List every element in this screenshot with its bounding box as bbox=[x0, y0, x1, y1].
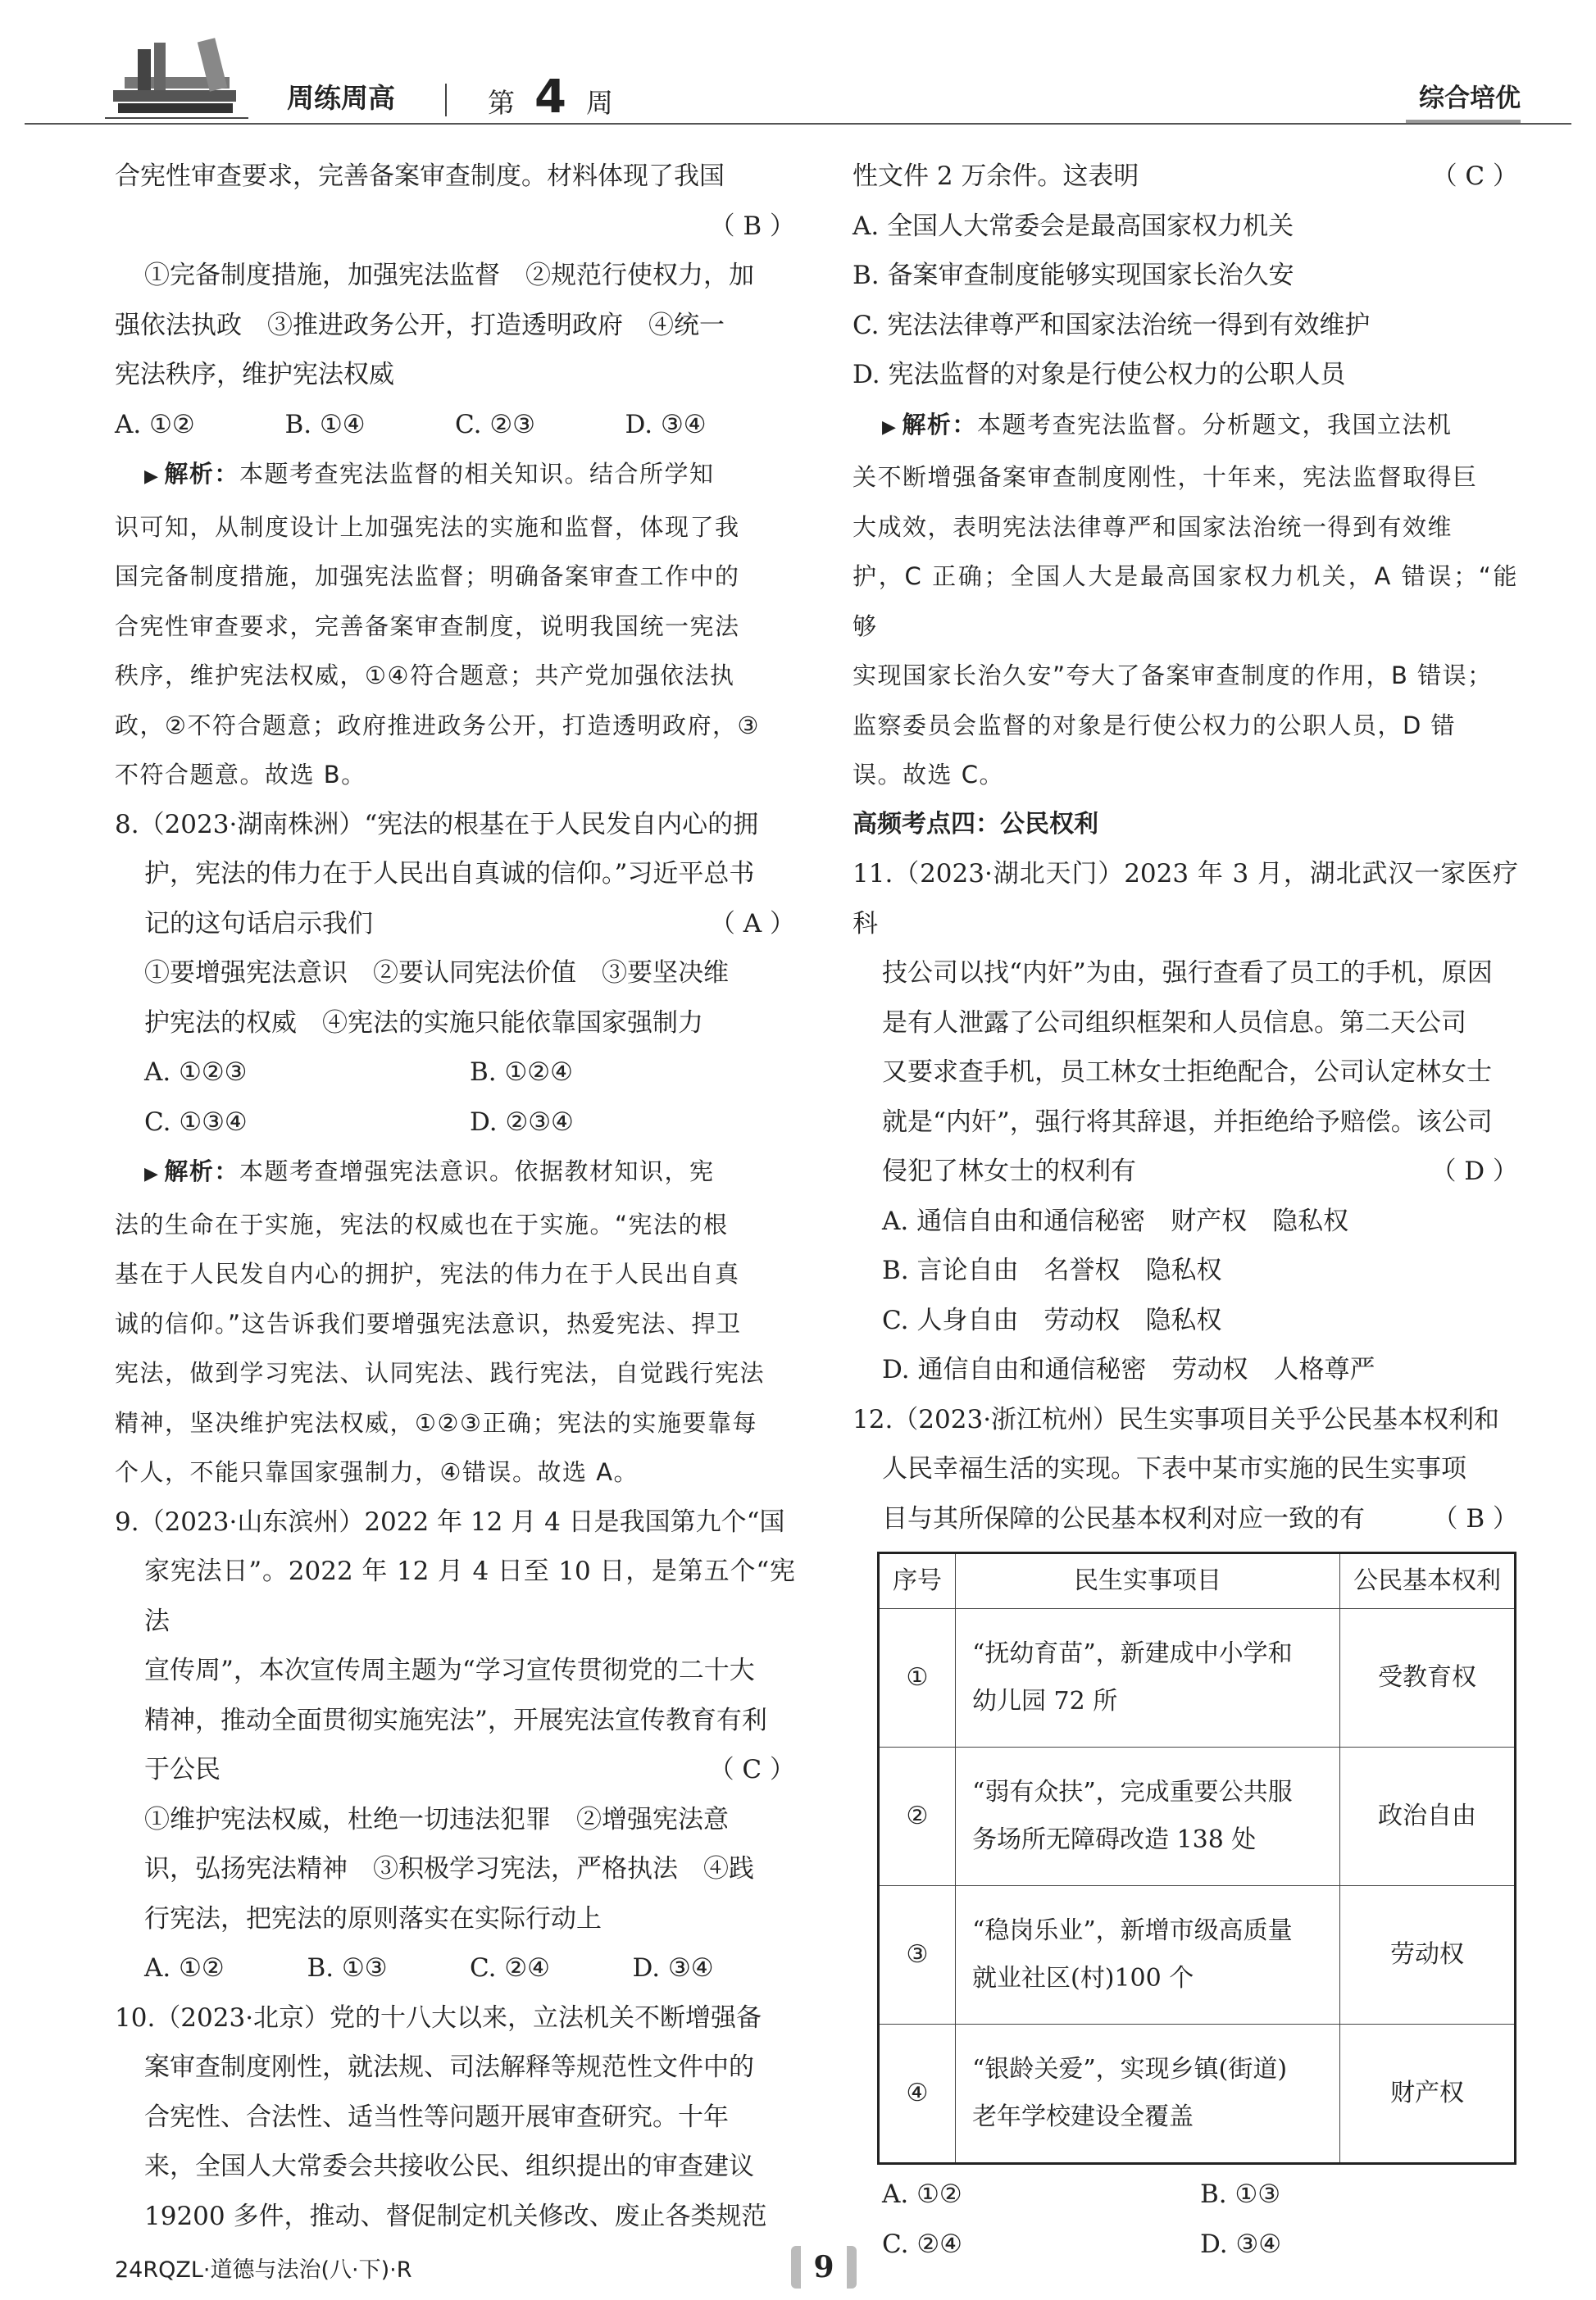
option: C. ②③ bbox=[455, 409, 535, 439]
q8-stem: 护，宪法的伟力在于人民出自真诚的信仰。”习近平总书 bbox=[144, 859, 755, 889]
explanation-line: 不符合题意。故选 B。 bbox=[115, 761, 366, 789]
option: A. ①② bbox=[115, 409, 195, 439]
q11-stem: 是有人泄露了公司组织框架和人员信息。第二天公司 bbox=[882, 1007, 1466, 1038]
q11-option: C. 人身自由 劳动权 隐私权 bbox=[882, 1305, 1222, 1335]
arrow-icon: ▶ bbox=[144, 1164, 160, 1184]
option: D. ②③④ bbox=[470, 1107, 574, 1137]
header-separator bbox=[445, 84, 447, 116]
q8-explanation: ▶ 解析：本题考查增强宪法意识。依据教材知识，宪 bbox=[144, 1157, 715, 1185]
header-rule bbox=[25, 123, 1571, 125]
q9-statements-line: 识，弘扬宪法精神 ③积极学习宪法，严格执法 ④践 bbox=[144, 1854, 754, 1884]
q9-stem: 精神，推动全面贯彻实施宪法”，开展宪法宣传教育有利 bbox=[144, 1705, 767, 1735]
table-cell: “稳岗乐业”，新增市级高质量 就业社区(村)100 个 bbox=[956, 1886, 1340, 2025]
explanation-line: 国完备制度措施，加强宪法监督；明确备案审查工作中的 bbox=[115, 562, 740, 590]
q9-stem-last: 于公民 （ C ） bbox=[115, 1745, 795, 1795]
q9-options bbox=[115, 1943, 795, 1993]
q12-stem: 人民幸福生活的实现。下表中某市实施的民生实事项 bbox=[882, 1454, 1466, 1484]
q9-statements-line: 行宪法，把宪法的原则落实在实际行动上 bbox=[144, 1903, 602, 1934]
q12-stem-last: 目与其所保障的公民基本权利对应一致的有 （ B ） bbox=[853, 1494, 1518, 1544]
book-code: 24RQZL·道德与法治(八·下)·R bbox=[115, 2257, 412, 2283]
page-header bbox=[0, 0, 1596, 131]
q10-stem: 合宪性、合法性、适当性等问题开展审查研究。十年 bbox=[144, 2102, 729, 2132]
q11-stem: 11.（2023·湖北天门）2023 年 3 月，湖北武汉一家医疗科 bbox=[853, 859, 1518, 939]
books-icon bbox=[105, 33, 248, 125]
option: C. ②④ bbox=[470, 1953, 550, 1983]
q11-option: B. 言论自由 名誉权 隐私权 bbox=[882, 1256, 1222, 1285]
series-title: 周练周高 bbox=[287, 82, 395, 114]
explanation-line: 精神，坚决维护宪法权威，①②③正确；宪法的实施要靠每 bbox=[115, 1408, 757, 1437]
table-header: 民生实事项目 bbox=[956, 1553, 1340, 1609]
q7-statements-line: 宪法秩序，维护宪法权威 bbox=[115, 360, 394, 389]
table-row bbox=[879, 1886, 1516, 2025]
q7-options bbox=[115, 400, 795, 450]
explanation-line: 大成效，表明宪法法律尊严和国家法治统一得到有效维 bbox=[853, 512, 1453, 541]
q7-stem: 合宪性审查要求，完善备案审查制度。材料体现了我国 bbox=[115, 161, 725, 191]
explanation-line: 宪法，做到学习宪法、认同宪法、践行宪法，自觉践行宪法 bbox=[115, 1359, 766, 1387]
explanation-line: 护，C 正确；全国人大是最高国家权力机关，A 错误；“能够 bbox=[853, 562, 1518, 640]
q10-option: D. 宪法监督的对象是行使公权力的公职人员 bbox=[853, 360, 1346, 389]
q10-stem: 19200 多件，推动、督促制定机关修改、废止各类规范 bbox=[144, 2201, 767, 2231]
table-cell: ① bbox=[879, 1609, 956, 1748]
explanation-line: 误。故选 C。 bbox=[853, 761, 1004, 789]
q10-stem-last: 性文件 2 万余件。这表明 （ C ） bbox=[853, 152, 1518, 202]
q11-answer: （ D ） bbox=[1430, 1157, 1518, 1186]
q10-stem: 来，全国人大常委会共接收公民、组织提出的审查建议 bbox=[144, 2152, 754, 2181]
explanation-line: 识可知，从制度设计上加强宪法的实施和监督，体现了我 bbox=[115, 512, 740, 541]
table-row bbox=[879, 1748, 1516, 1886]
table-cell: 劳动权 bbox=[1340, 1886, 1516, 2025]
option: D. ③④ bbox=[625, 409, 707, 439]
q8-stem-last: 记的这句话启示我们 （ A ） bbox=[115, 899, 795, 949]
explanation-line: 诚的信仰。”这告诉我们要增强宪法意识，热爱宪法、捍卫 bbox=[115, 1309, 742, 1338]
option: B. ①②④ bbox=[470, 1057, 573, 1087]
table-cell: 政治自由 bbox=[1340, 1748, 1516, 1886]
q10-answer: （ C ） bbox=[1431, 161, 1518, 191]
week-number: 4 bbox=[534, 70, 566, 124]
table-cell: ② bbox=[879, 1748, 956, 1886]
table-cell: “弱有众扶”，完成重要公共服 务场所无障碍改造 138 处 bbox=[956, 1748, 1340, 1886]
q10-stem: 10.（2023·北京）党的十八大以来，立法机关不断增强备 bbox=[115, 2002, 762, 2033]
q11-option: D. 通信自由和通信秘密 劳动权 人格尊严 bbox=[882, 1355, 1375, 1384]
q9-stem: 宣传周”，本次宣传周主题为“学习宣传贯彻党的二十大 bbox=[144, 1656, 755, 1685]
q8-options bbox=[115, 1098, 795, 1148]
explanation-line: 个人，不能只靠国家强制力，④错误。故选 A。 bbox=[115, 1458, 639, 1486]
table-cell: “抚幼育苗”，新建成中小学和 幼儿园 72 所 bbox=[956, 1609, 1340, 1748]
q11-stem: 就是“内奸”，强行将其辞退，并拒绝给予赔偿。该公司 bbox=[882, 1107, 1493, 1137]
arrow-icon: ▶ bbox=[882, 416, 898, 438]
q11-stem: 技公司以找“内奸”为由，强行查看了员工的手机，原因 bbox=[882, 958, 1493, 988]
q10-option: B. 备案审查制度能够实现国家长治久安 bbox=[853, 261, 1294, 290]
table-header: 序号 bbox=[879, 1553, 956, 1609]
q7-answer: （ B ） bbox=[709, 211, 795, 241]
q10-option: C. 宪法法律尊严和国家法治统一得到有效维护 bbox=[853, 310, 1371, 340]
table-cell: ③ bbox=[879, 1886, 956, 2025]
q9-answer: （ C ） bbox=[708, 1755, 795, 1784]
q7-explanation: ▶ 解析：本题考查宪法监督的相关知识。结合所学知 bbox=[144, 460, 715, 488]
q9-stem: 9.（2023·山东滨州）2022 年 12 月 4 日是我国第九个“国 bbox=[115, 1507, 785, 1537]
option: B. ①③ bbox=[307, 1953, 388, 1983]
option: A. ①②③ bbox=[144, 1057, 248, 1087]
q8-statements-line: ①要增强宪法意识 ②要认同宪法价值 ③要坚决维 bbox=[144, 958, 729, 988]
table-cell: 受教育权 bbox=[1340, 1609, 1516, 1748]
q10-stem: 案审查制度刚性，就法规、司法解释等规范性文件中的 bbox=[144, 2052, 754, 2082]
q11-option: A. 通信自由和通信秘密 财产权 隐私权 bbox=[882, 1206, 1349, 1236]
section-name: 综合培优 bbox=[1419, 84, 1521, 113]
table-header-row bbox=[879, 1553, 1516, 1609]
q9-stem: 家宪法日”。2022 年 12 月 4 日至 10 日，是第五个“宪法 bbox=[144, 1557, 795, 1636]
week-prefix: 第 bbox=[488, 87, 515, 119]
table-cell: “银龄关爱”，实现乡镇(街道) 老年学校建设全覆盖 bbox=[956, 2025, 1340, 2164]
explanation-line: 基在于人民发自内心的拥护，宪法的伟力在于人民出自真 bbox=[115, 1260, 740, 1288]
q12-stem: 12.（2023·浙江杭州）民生实事项目关乎公民基本权利和 bbox=[853, 1404, 1500, 1434]
q11-stem-last: 侵犯了林女士的权利有 （ D ） bbox=[853, 1147, 1518, 1197]
q12-options bbox=[853, 2170, 1518, 2220]
section-heading: 高频考点四：公民权利 bbox=[853, 809, 1098, 839]
rights-table bbox=[877, 1552, 1516, 2165]
table-row bbox=[879, 1609, 1516, 1748]
explanation-line: 合宪性审查要求，完善备案审查制度，说明我国统一宪法 bbox=[115, 611, 740, 640]
table-cell: 财产权 bbox=[1340, 2025, 1516, 2164]
right-column bbox=[853, 152, 1518, 2269]
explanation-line: 秩序，维护宪法权威，①④符合题意；共产党加强依法执 bbox=[115, 661, 735, 689]
q12-answer: （ B ） bbox=[1432, 1503, 1518, 1534]
q9-statements-line: ①维护宪法权威，杜绝一切违法犯罪 ②增强宪法意 bbox=[144, 1804, 729, 1834]
q8-answer: （ A ） bbox=[709, 908, 795, 939]
q8-statements-line: 护宪法的权威 ④宪法的实施只能依靠国家强制力 bbox=[144, 1007, 703, 1038]
option: D. ③④ bbox=[632, 1953, 714, 1983]
q10-option: A. 全国人大常委会是最高国家权力机关 bbox=[853, 211, 1294, 241]
page-number: 9 bbox=[791, 2246, 857, 2289]
table-header: 公民基本权利 bbox=[1340, 1553, 1516, 1609]
option: B. ①③ bbox=[1200, 2180, 1281, 2209]
week-suffix: 周 bbox=[585, 87, 613, 119]
explanation-line: 法的生命在于实施，宪法的权威也在于实施。“宪法的根 bbox=[115, 1210, 729, 1239]
option: A. ①② bbox=[882, 2180, 962, 2209]
explanation-line: 政，②不符合题意；政府推进政务公开，打造透明政府，③ bbox=[115, 711, 760, 739]
q10-explanation: ▶ 解析：本题考查宪法监督。分析题文，我国立法机 bbox=[882, 410, 1453, 439]
q11-stem: 又要求查手机，员工林女士拒绝配合，公司认定林女士 bbox=[882, 1057, 1492, 1087]
q8-stem: 8.（2023·湖南株洲）“宪法的根基在于人民发自内心的拥 bbox=[115, 809, 759, 839]
option: A. ①② bbox=[144, 1953, 225, 1983]
explanation-line: 实现国家长治久安”夸大了备案审查制度的作用，B 错误； bbox=[853, 661, 1493, 689]
arrow-icon: ▶ bbox=[144, 466, 160, 487]
explanation-line: 监察委员会监督的对象是行使公权力的公职人员，D 错 bbox=[853, 711, 1457, 739]
table-cell: ④ bbox=[879, 2025, 956, 2164]
explanation-line: 关不断增强备案审查制度刚性，十年来，宪法监督取得巨 bbox=[853, 463, 1478, 491]
q8-options bbox=[115, 1048, 795, 1098]
q7-statements-line: ①完备制度措施，加强宪法监督 ②规范行使权力，加 bbox=[144, 261, 754, 290]
option: C. ②④ bbox=[882, 2229, 962, 2259]
table-row bbox=[879, 2025, 1516, 2164]
q12-options bbox=[853, 2220, 1518, 2270]
week-label bbox=[488, 70, 613, 124]
option: B. ①④ bbox=[284, 409, 366, 439]
q7-statements-line: 强依法执政 ③推进政务公开，打造透明政府 ④统一 bbox=[115, 310, 725, 340]
option: C. ①③④ bbox=[144, 1107, 248, 1137]
left-column bbox=[115, 152, 795, 2241]
option: D. ③④ bbox=[1200, 2229, 1282, 2259]
